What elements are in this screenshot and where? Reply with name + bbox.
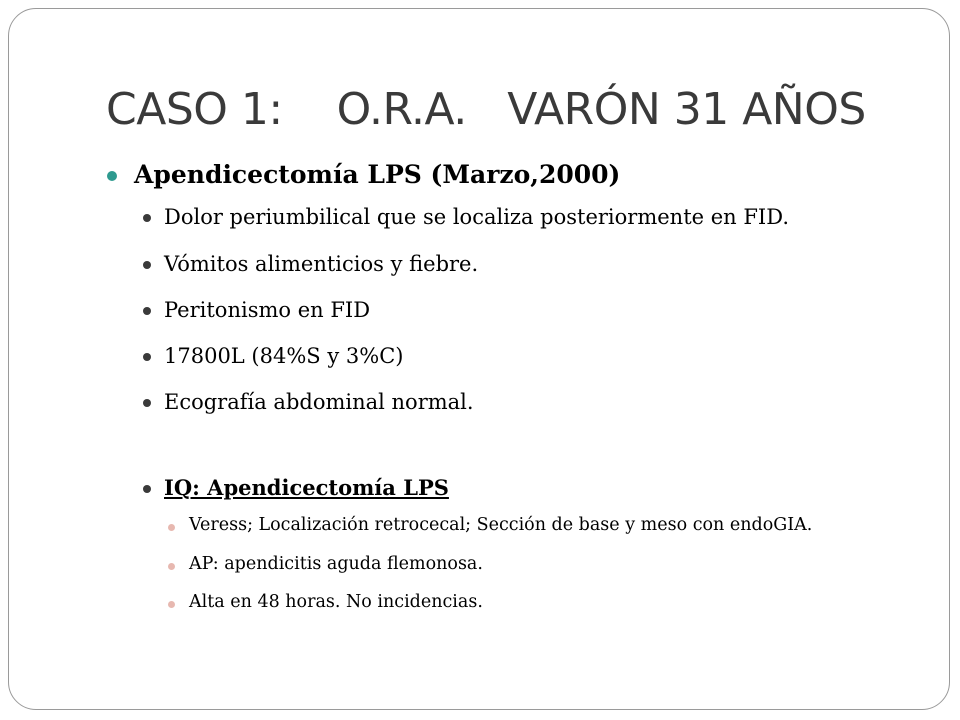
bullet-level3	[168, 524, 175, 531]
bullet-level2	[143, 261, 151, 269]
bullet-level2	[143, 353, 151, 361]
slide-title: CASO 1: O.R.A. VARÓN 31 AÑOS	[106, 84, 866, 135]
finding-item: Ecografía abdominal normal.	[164, 390, 474, 414]
finding-item: Vómitos alimenticios y fiebre.	[164, 252, 479, 276]
bullet-level2	[143, 214, 151, 222]
finding-item: Dolor periumbilical que se localiza posteriormente en FID.	[164, 205, 789, 229]
procedure-label: IQ: Apendicectomía LPS	[164, 475, 449, 500]
bullet-level1	[107, 171, 117, 181]
finding-item: Peritonismo en FID	[164, 298, 371, 322]
procedure-detail: Veress; Localización retrocecal; Sección de base y meso con endoGIA.	[189, 515, 813, 535]
bullet-level2	[143, 485, 151, 493]
procedure-detail: Alta en 48 horas. No incidencias.	[189, 592, 483, 612]
finding-item: 17800L (84%S y 3%C)	[164, 344, 404, 368]
bullet-level3	[168, 601, 175, 608]
bullet-level2	[143, 399, 151, 407]
section-heading: Apendicectomía LPS (Marzo,2000)	[134, 160, 621, 189]
bullet-level3	[168, 563, 175, 570]
bullet-level2	[143, 307, 151, 315]
procedure-detail: AP: apendicitis aguda flemonosa.	[189, 554, 483, 574]
